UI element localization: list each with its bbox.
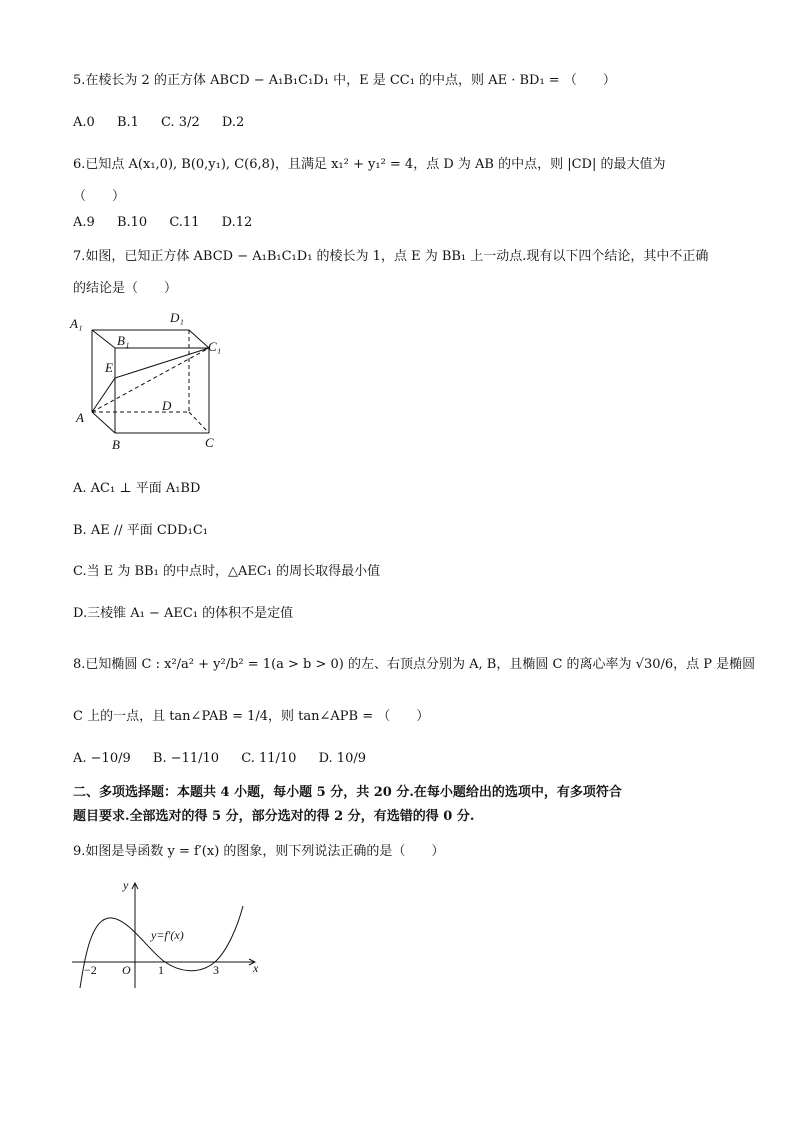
question-7-cont: 的结论是（ ） [73, 281, 178, 296]
cube-figure [66, 306, 236, 456]
curve-label: y=f′(x) [151, 928, 184, 942]
question-8-options [73, 750, 384, 768]
question-6-text: 6.已知点 A(x₁,0), B(0,y₁), C(6,8)，且满足 x₁² + y₁² = 4，点 D 为 AB 的中点，则 |CD| 的最大值为 [73, 157, 666, 172]
option-d: D. 10/9 [318, 751, 366, 766]
section-2-heading-line2: 题目要求.全部选对的得 5 分，部分选对的得 2 分，有选错的得 0 分. [73, 809, 475, 824]
question-5-text: 5.在棱长为 2 的正方体 ABCD − A₁B₁C₁D₁ 中，E 是 CC₁ 的中点，则 AE · BD₁ = （ ） [73, 73, 616, 88]
option-a: A.9 [73, 215, 95, 230]
label-d: D [162, 398, 172, 413]
question-7-option-b: B. AE // 平面 CDD₁C₁ [73, 523, 209, 538]
question-9-text: 9.如图是导函数 y = f′(x) 的图象，则下列说法正确的是（ ） [73, 844, 445, 859]
y-axis-label: y [123, 878, 129, 892]
question-5-options [73, 114, 262, 132]
question-8-cont: C 上的一点，且 tan∠PAB = 1/4，则 tan∠APB = （ ） [73, 709, 430, 724]
tick-label-1: 1 [158, 963, 164, 977]
derivative-graph [66, 872, 266, 992]
tick-label-neg2: −2 [84, 963, 97, 977]
question-7-text: 7.如图，已知正方体 ABCD − A₁B₁C₁D₁ 的棱长为 1，点 E 为 BB₁ 上一动点.现有以下四个结论，其中不正确 [73, 249, 709, 264]
label-b: B [112, 437, 120, 452]
label-d1: D₁ [170, 310, 184, 325]
question-8-text: 8.已知椭圆 C : x²/a² + y²/b² = 1(a > b > 0) 的左、右顶点分别为 A, B，且椭圆 C 的离心率为 √30/6，点 P 是椭圆 [73, 657, 756, 672]
option-a: A.0 [73, 115, 95, 130]
option-b: B. −11/10 [152, 751, 220, 766]
question-6-cont: （ ） [73, 189, 126, 204]
question-7-option-a: A. AC₁ ⊥ 平面 A₁BD [73, 481, 201, 496]
label-a: A [76, 410, 84, 425]
x-axis-label: x [253, 961, 259, 975]
option-d: D.12 [221, 215, 253, 230]
option-c: C. 11/10 [241, 751, 297, 766]
option-a: A. −10/9 [73, 751, 131, 766]
option-b: B.1 [116, 115, 139, 130]
tick-label-3: 3 [213, 963, 219, 977]
question-7-option-c: C.当 E 为 BB₁ 的中点时，△AEC₁ 的周长取得最小值 [73, 564, 381, 579]
section-2-heading-line1: 二、多项选择题：本题共 4 小题，每小题 5 分，共 20 分.在每小题给出的选项中，有多项符合 [73, 785, 622, 800]
question-6-options [73, 214, 270, 232]
label-e: E [105, 360, 113, 375]
label-c1: C₁ [208, 339, 222, 354]
option-c: C. 3/2 [161, 115, 200, 130]
question-7-option-d: D.三棱锥 A₁ − AEC₁ 的体积不是定值 [73, 606, 294, 621]
label-b1: B₁ [117, 333, 130, 348]
option-c: C.11 [169, 215, 200, 230]
label-c: C [205, 435, 214, 450]
origin-label: O [122, 963, 131, 977]
label-a1: A₁ [70, 316, 83, 331]
option-d: D.2 [221, 115, 245, 130]
option-b: B.10 [116, 215, 148, 230]
